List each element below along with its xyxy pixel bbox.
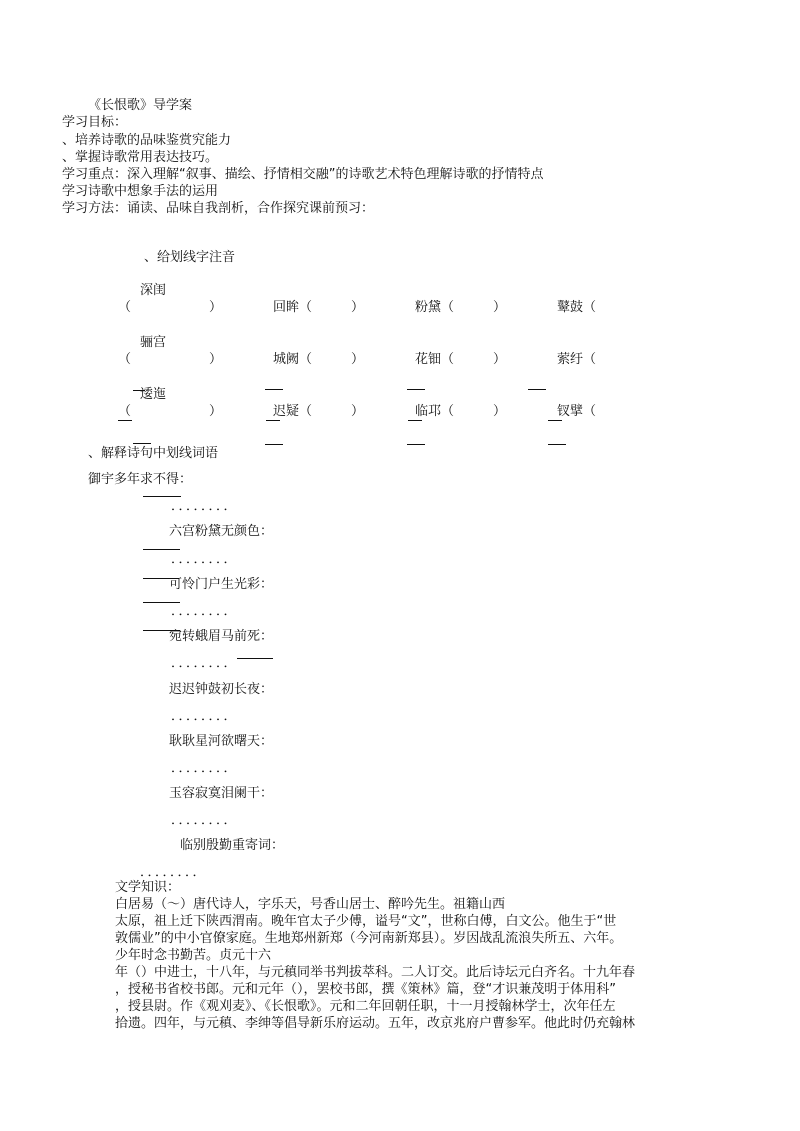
bio-line-1: 白居易（～）唐代诗人，字乐天，号香山居士、醉吟先生。祖籍山西 xyxy=(115,897,506,912)
pinyin-word-shengui: 深闺 xyxy=(140,283,167,298)
dots-marker: ．．．．．．．． xyxy=(171,604,238,619)
underline xyxy=(548,420,562,421)
dots-marker: ．．．．．．．． xyxy=(171,499,238,514)
bio-line-8: 拾遗。四年，与元稹、李绅等倡导新乐府运动。五年，改京兆府户曹参军。他此时仍充翰林 xyxy=(115,1016,636,1031)
underline xyxy=(548,444,566,445)
underline xyxy=(143,549,180,550)
pinyin-blank-ligong: （ ） xyxy=(118,352,223,367)
focus-line-2: 学习诗歌中想象手法的运用 xyxy=(62,184,219,199)
dots-marker: ．．．．．．．． xyxy=(171,656,238,671)
section-explain-heading: 、解释诗句中划线词语 xyxy=(88,446,219,461)
lit-heading: 文学知识： xyxy=(115,880,181,895)
goal-item-1: 、培养诗歌的品味鉴赏究能力 xyxy=(62,133,232,148)
underline xyxy=(266,420,280,421)
pinyin-item-yingyu: 萦纡（ xyxy=(557,352,597,367)
bio-line-7: ，授县尉。作《观刈麦》、《长恨歌》。元和二年回朝任职，十一月授翰林学士，次年任左 xyxy=(115,999,616,1014)
verse-line-1: 御宇多年求不得： xyxy=(88,472,193,487)
goal-item-2: 、掌握诗歌常用表达技巧。 xyxy=(62,150,219,165)
underline xyxy=(143,496,181,497)
pinyin-item-huadian: 花钿（ ） xyxy=(415,352,507,367)
underline xyxy=(133,443,151,444)
verse-line-5: 迟迟钟鼓初长夜： xyxy=(169,682,274,697)
underline xyxy=(143,602,180,603)
pinyin-item-huimou: 回眸（ ） xyxy=(273,300,365,315)
pinyin-item-fendai: 粉黛（ ） xyxy=(415,300,507,315)
verse-line-2: 六宫粉黛无颜色： xyxy=(169,524,274,539)
dots-marker: ．．．．．．．． xyxy=(171,709,238,724)
verse-line-3: 可怜门户生光彩： xyxy=(169,577,274,592)
pinyin-item-chengque: 城阙（ ） xyxy=(273,352,365,367)
verse-line-8: 临别殷勤重寄词： xyxy=(180,838,285,853)
bio-line-3: 敦儒业”的中小官僚家庭。生地郑州新郑（今河南新郑县）。岁因战乱流浪失所五、六年。 xyxy=(115,931,623,946)
pinyin-item-chiyi: 迟疑（ ） xyxy=(273,404,365,419)
pinyin-item-linqiong: 临邛（ ） xyxy=(415,404,507,419)
underline xyxy=(118,420,132,421)
doc-title: 《长恨歌》导学案 xyxy=(88,98,193,113)
verse-line-7: 玉容寂寞泪阑干： xyxy=(169,786,274,801)
pinyin-word-weiyi: 逶迤 xyxy=(140,387,167,402)
underline xyxy=(265,444,283,445)
underline xyxy=(528,389,546,390)
section-pinyin-heading: 、给划线字注音 xyxy=(144,250,236,265)
underline xyxy=(408,420,422,421)
underline xyxy=(237,658,273,659)
method-line: 学习方法：诵读、品味自我剖析，合作探究课前预习： xyxy=(62,201,375,216)
bio-line-6: ，授秘书省校书郎。元和元年（），罢校书郎，撰《策林》篇，登“才识兼茂明于体用科” xyxy=(115,982,616,997)
pinyin-item-pigu: 鼙鼓（ xyxy=(557,300,597,315)
pinyin-word-ligong: 骊宫 xyxy=(140,335,167,350)
pinyin-blank-weiyi: （ ） xyxy=(118,404,223,419)
dots-marker: ．．．．．．．． xyxy=(171,813,238,828)
underline xyxy=(265,389,283,390)
bio-line-2: 太原，祖上迁下陕西渭南。晚年官太子少傅，谥号“文”，世称白傅，白文公。他生于“世 xyxy=(115,914,617,929)
focus-line: 学习重点：深入理解“叙事、描绘、抒情相交融”的诗歌艺术特色理解诗歌的抒情特点 xyxy=(62,167,544,182)
bio-line-5: 年（）中进士，十八年，与元稹同举书判拔萃科。二人订交。此后诗坛元白齐名。十九年春 xyxy=(115,965,636,980)
pinyin-blank-shengui: （ ） xyxy=(118,300,223,315)
verse-line-6: 耿耿星河欲曙天： xyxy=(169,734,274,749)
underline xyxy=(407,444,425,445)
verse-line-4: 宛转蛾眉马前死： xyxy=(169,629,274,644)
dots-marker: ．．．．．．．． xyxy=(140,865,207,880)
underline xyxy=(407,389,425,390)
goals-heading: 学习目标： xyxy=(62,115,128,130)
pinyin-item-chaibo: 钗擘（ xyxy=(557,404,597,419)
dots-marker: ．．．．．．．． xyxy=(171,552,238,567)
bio-line-4: 少年时念书勤苦。贞元十六 xyxy=(115,948,272,963)
dots-marker: ．．．．．．．． xyxy=(171,761,238,776)
